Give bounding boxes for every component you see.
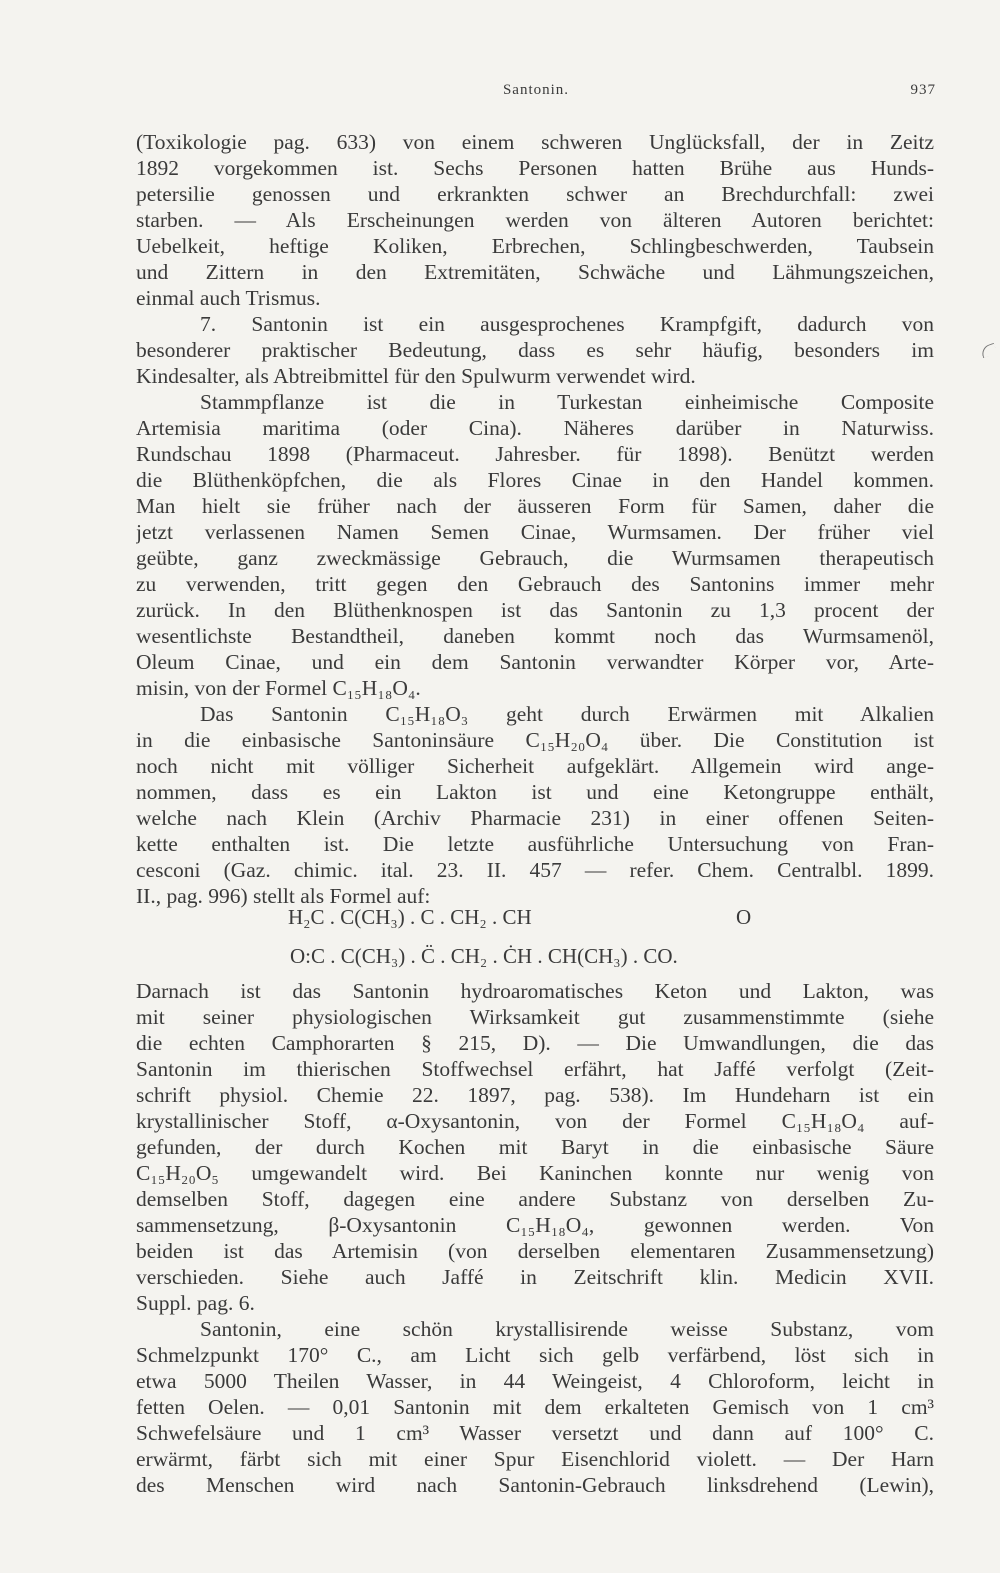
text-line: geübte, ganz zweckmässige Gebrauch, die Wurmsamen therapeutisch xyxy=(136,546,934,570)
text-line: nommen, dass es ein Lakton ist und eine Ketongruppe enthält, xyxy=(136,780,934,804)
text-line: misin, von der Formel C₁₅H₁₈O₄. xyxy=(136,676,421,700)
text-line: C₁₅H₂₀O₅ umgewandelt wird. Bei Kaninchen konnte nur wenig von xyxy=(136,1161,934,1185)
text-line: mit seiner physiologischen Wirksamkeit gut zusammenstimmte (siehe xyxy=(136,1005,934,1029)
text-line: Das Santonin C₁₅H₁₈O₃ geht durch Erwärmen mit Alkalien xyxy=(200,702,934,726)
text-line: und Zittern in den Extremitäten, Schwäche und Lähmungszeichen, xyxy=(136,260,934,284)
text-line: etwa 5000 Theilen Wasser, in 44 Weingeist, 4 Chloroform, leicht in xyxy=(136,1369,934,1393)
text-line: Oleum Cinae, und ein dem Santonin verwandter Körper vor, Arte- xyxy=(136,650,934,674)
text-line: Suppl. pag. 6. xyxy=(136,1291,255,1315)
text-line: die echten Camphorarten § 215, D). — Die Umwandlungen, die das xyxy=(136,1031,934,1055)
formula-line-2: O:C . C(CH₃) . C̈ . CH₂ . ĊH . CH(CH₃) . CO. xyxy=(290,944,678,968)
text-line: 1892 vorgekommen ist. Sechs Personen hatten Brühe aus Hunds- xyxy=(136,156,934,180)
text-line: Santonin im thierischen Stoffwechsel erfährt, hat Jaffé verfolgt (Zeit- xyxy=(136,1057,934,1081)
text-line: Schmelzpunkt 170° C., am Licht sich gelb verfärbend, löst sich in xyxy=(136,1343,934,1367)
text-line: verschieden. Siehe auch Jaffé in Zeitschrift klin. Medicin XVII. xyxy=(136,1265,934,1289)
text-line: Schwefelsäure und 1 cm³ Wasser versetzt und dann auf 100° C. xyxy=(136,1421,934,1445)
text-line: zurück. In den Blüthenknospen ist das Santonin zu 1,3 procent der xyxy=(136,598,934,622)
formula-line-1: H₂C . C(CH₃) . C . CH₂ . CH xyxy=(288,905,532,929)
text-line: zu verwenden, tritt gegen den Gebrauch des Santonins immer mehr xyxy=(136,572,934,596)
header-title: Santonin. xyxy=(502,82,570,98)
text-line: Uebelkeit, heftige Koliken, Erbrechen, Schlingbeschwerden, Taubsein xyxy=(136,234,934,258)
text-line: sammensetzung, β-Oxysantonin C₁₅H₁₈O₄, gewonnen werden. Von xyxy=(136,1213,934,1237)
text-line: Man hielt sie früher nach der äusseren Form für Samen, daher die xyxy=(136,494,934,518)
text-line: noch nicht mit völliger Sicherheit aufgeklärt. Allgemein wird ange- xyxy=(136,754,934,778)
text-line: fetten Oelen. — 0,01 Santonin mit dem erkalteten Gemisch von 1 cm³ xyxy=(136,1395,934,1419)
margin-mark xyxy=(980,343,998,358)
text-line: Kindesalter, als Abtreibmittel für den Spulwurm verwendet wird. xyxy=(136,364,696,388)
text-line: jetzt verlassenen Namen Semen Cinae, Wurmsamen. Der früher viel xyxy=(136,520,934,544)
text-line: Artemisia maritima (oder Cina). Näheres darüber in Naturwiss. xyxy=(136,416,934,440)
text-line: krystallinischer Stoff, α-Oxysantonin, von der Formel C₁₅H₁₈O₄ auf- xyxy=(136,1109,934,1133)
text-line: in die einbasische Santoninsäure C₁₅H₂₀O₄ über. Die Constitution ist xyxy=(136,728,934,752)
text-line: welche nach Klein (Archiv Pharmacie 231) in einer offenen Seiten- xyxy=(136,806,934,830)
formula-line-1-oxygen: O xyxy=(736,905,752,929)
running-header xyxy=(136,82,936,108)
page-number: 937 xyxy=(910,82,936,98)
text-line: besonderer praktischer Bedeutung, dass es sehr häufig, besonders im xyxy=(136,338,934,362)
text-line: des Menschen wird nach Santonin-Gebrauch linksdrehend (Lewin), xyxy=(136,1473,934,1497)
text-line: kette enthalten ist. Die letzte ausführliche Untersuchung von Fran- xyxy=(136,832,934,856)
text-line: Rundschau 1898 (Pharmaceut. Jahresber. für 1898). Benützt werden xyxy=(136,442,934,466)
text-line: beiden ist das Artemisin (von derselben elementaren Zusammensetzung) xyxy=(136,1239,934,1263)
text-line: die Blüthenköpfchen, die als Flores Cinae in den Handel kommen. xyxy=(136,468,934,492)
text-line: einmal auch Trismus. xyxy=(136,286,321,310)
text-line: cesconi (Gaz. chimic. ital. 23. II. 457 — refer. Chem. Centralbl. 1899. xyxy=(136,858,934,882)
text-line: demselben Stoff, dagegen eine andere Substanz von derselben Zu- xyxy=(136,1187,934,1211)
text-line: wesentlichste Bestandtheil, daneben kommt noch das Wurmsamenöl, xyxy=(136,624,934,648)
text-line: II., pag. 996) stellt als Formel auf: xyxy=(136,884,431,908)
text-line: erwärmt, färbt sich mit einer Spur Eisenchlorid violett. — Der Harn xyxy=(136,1447,934,1471)
text-line: 7. Santonin ist ein ausgesprochenes Krampfgift, dadurch von xyxy=(200,312,934,336)
text-line: petersilie genossen und erkrankten schwer an Brechdurchfall: zwei xyxy=(136,182,934,206)
text-line: (Toxikologie pag. 633) von einem schweren Unglücksfall, der in Zeitz xyxy=(136,130,934,154)
text-line: gefunden, der durch Kochen mit Baryt in die einbasische Säure xyxy=(136,1135,934,1159)
text-line: Darnach ist das Santonin hydroaromatisches Keton und Lakton, was xyxy=(136,979,934,1003)
text-line: Santonin, eine schön krystallisirende weisse Substanz, vom xyxy=(200,1317,934,1341)
text-line: Stammpflanze ist die in Turkestan einheimische Composite xyxy=(200,390,934,414)
text-line: schrift physiol. Chemie 22. 1897, pag. 538). Im Hundeharn ist ein xyxy=(136,1083,934,1107)
text-line: starben. — Als Erscheinungen werden von älteren Autoren berichtet: xyxy=(136,208,934,232)
